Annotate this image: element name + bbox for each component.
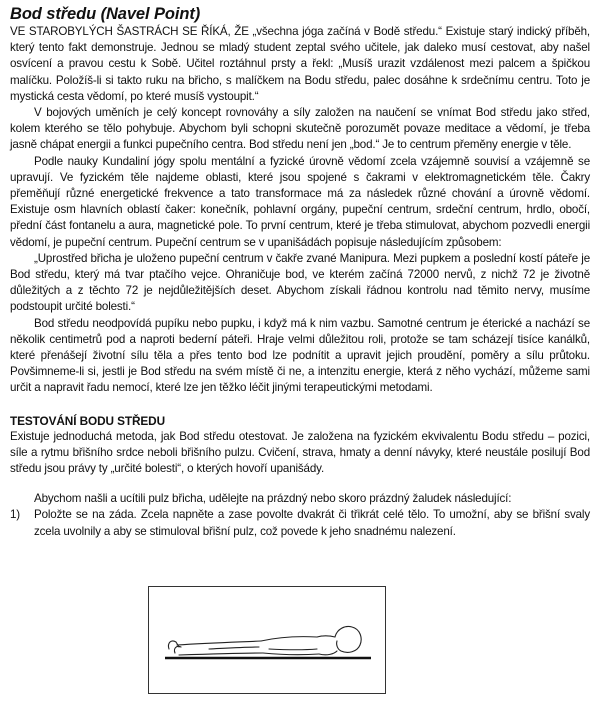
step-item [10,507,590,539]
section-paragraph: Existuje jednoduchá metoda, jak Bod středu otestovat. Je založena na fyzickém ekvivalentu Bodu středu – pozici, síle a rytmu břišního srdce neboli břišního pulzu. Cvičení, strava, hmaty a denní návyky, které neustále posilují Bod středu jsou právy ty „určité bolesti“, o kterých hovoří upanišády. [10,429,590,476]
reclining-person-drawing [149,587,385,693]
step-text: Položte se na záda. Zcela napněte a zase povolte dvakrát či třikrát celé tělo. To umožní, aby se břišní svaly zcela uvolnily a aby se stimuloval břišní pulz, což povede k jeho snadnému nalezení. [34,508,590,538]
paragraph-intro: VE STAROBYLÝCH ŠASTRÁCH SE ŘÍKÁ, ŽE „všechna jóga začíná v Bodě středu.“ Existuje starý indický příběh, který tento fakt demonstruje. Jednou se mladý student zeptal svého učitele, jak daleko musí cestovat, aby našel osvícení a pravou cestu k Sobě. Učitel roztáhnul prsty a řekl: „Musíš urazit vzdálenost mezi palcem a špičkou malíčku. Položíš-li si takto ruku na břicho, s malíčkem na Bodu středu, palec dosáhne k srdečnímu centru. Toto je mystická cesta vědomí, po které musíš vystoupit.“ [10,25,590,103]
step-number: 1) [10,508,21,522]
instructions-intro: Abychom našli a ucítili pulz břicha, udělejte na prázdný nebo skoro prázdný žaludek následující: [34,492,512,506]
page-title: Bod středu (Navel Point) [10,5,201,23]
paragraph-navel-center: Bod středu neodpovídá pupíku nebo pupku, i když má k nim vazbu. Samotné centrum je éterické a nachází se několik centimetrů pod a naproti bederní páteři. Hraje velmi důležitou roli, protože se tam scházejí tisíce kanálků, které přenášejí životní sílu těla a přes tento bod lze podnítit a upravit jejich proudění, poměry a sílu průtoku. Povšimneme-li si, jestli je Bod středu na svém místě či ne, a intenzitu energie, která z něho vychází, můžeme sami určit a napravit řadu nemocí, které lze jen těžko léčit jinými terapeutickými metodami. [10,316,590,395]
paragraph-kundalini: Podle nauky Kundaliní jógy spolu mentální a fyzické úrovně vědomí zcela vzájemně souvisí a vzájemně se upravují. Ve fyzickém těle najdeme oblasti, které jsou spojené s čakrami v elektromagnetickém těle. Čakry přeměňují různé energetické frekvence a tato transformace má za následek různé chování a úrovně vědomí. Existuje osm hlavních oblastí čaker: konečník, pohlavní orgány, pupeční centrum, srdeční centrum, hrdlo, obočí, přední část fontanelu a aura, magnetické pole. To první centrum, které je třeba stimulovat, abychom pozvedli energii vědomí, je pupeční centrum. Pupeční centrum se v upanišádách popisuje následujícím způsobem: [10,154,590,249]
paragraph-martial-arts: V bojových uměních je celý koncept rovnováhy a síly založen na naučení se vnímat Bod středu jako střed, kolem kterého se tělo pohybuje. Abychom byli schopni skutečně porozumět povaze meditace a vědomí, je třeba jasně chápat energii a funkci pupečního centra. Bod středu není jen „bod.“ Je to centrum přeměny energie v těle. [10,106,590,152]
paragraph-upanishad-quote: „Uprostřed břicha je uloženo pupeční centrum v čakře zvané Manipura. Mezi pupkem a poslední kostí páteře je Bod středu, který má tvar ptačího vejce. Ohraničuje bod, ve kterém začíná 72000 nervů, z nichž 72 je životně důležitých a z těchto 72 je nejdůležitějších deset. Abychom získali řádnou kontrolu nad těmito nervy, musíme podstoupit určité bolesti.“ [10,251,590,314]
section-heading: TESTOVÁNÍ BODU STŘEDU [10,413,165,428]
lying-figure-illustration [148,586,386,694]
